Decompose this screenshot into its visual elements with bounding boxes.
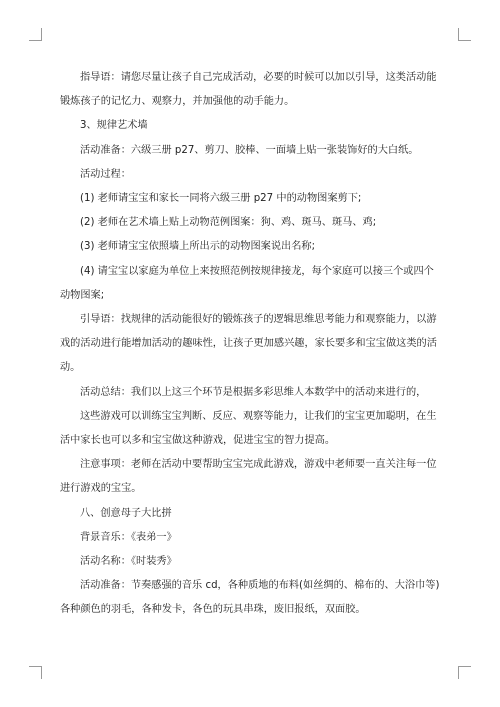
paragraph-guidance-2: 引导语：找规律的活动能很好的锻炼孩子的逻辑思维思考能力和观察能力，以游戏的活动进行能增加活动的趣味性，让孩子更加感兴趣，家长要多和宝宝做这类的活动。 xyxy=(60,314,437,374)
paragraph-summary: 活动总结：我们以上这三个环节是根据多彩思维人本数学中的活动来进行的， xyxy=(80,386,427,398)
paragraph-preparation-1: 活动准备：六级三册 p27、剪刀、胶棒、一面墙上贴一张装饰好的大白纸。 xyxy=(80,144,419,156)
list-item-step-4: (4) 请宝宝以家庭为单位上来按照范例按规律接龙，每个家庭可以接三个或四个动物图案; xyxy=(60,265,434,301)
paragraph-preparation-2: 活动准备：节奏感强的音乐 cd，各种质地的布料(如丝绸的、棉布的、大浴巾等)各种颜色的羽毛，各种发卡，各色的玩具串珠，废旧报纸，双面胶。 xyxy=(60,580,440,616)
crop-mark-top-right xyxy=(458,28,471,41)
paragraph-summary-continued: 这些游戏可以训练宝宝判断、反应、观察等能力，让我们的宝宝更加聪明，在生活中家长也可以多和宝宝做这种游戏，促进宝宝的智力提高。 xyxy=(60,410,437,447)
crop-mark-bottom-left xyxy=(29,666,42,679)
paragraph-background-music: 背景音乐：《表弟一》 xyxy=(80,531,177,543)
paragraph-guidance-1: 指导语：请您尽量让孩子自己完成活动，必要的时候可以加以引导，这类活动能锻炼孩子的记忆力、观察力，并加强他的动手能力。 xyxy=(60,72,437,108)
list-item-step-3: (3) 老师请宝宝依照墙上所出示的动物图案说出名称; xyxy=(80,241,316,253)
section-heading-pattern-art-wall: 3、规律艺术墙 xyxy=(80,120,148,132)
paragraph-process-label: 活动过程： xyxy=(80,168,131,180)
document-body xyxy=(60,66,442,623)
paragraph-notes: 注意事项：老师在活动中要帮助宝宝完成此游戏，游戏中老师要一直关注每一位进行游戏的宝宝。 xyxy=(60,459,437,495)
list-item-step-2: (2) 老师在艺术墙上贴上动物范例图案：狗、鸡、斑马、斑马、鸡; xyxy=(80,217,377,229)
section-heading-creative-contest: 八、创意母子大比拼 xyxy=(80,507,172,519)
paragraph-activity-name: 活动名称：《时装秀》 xyxy=(80,556,177,568)
list-item-step-1: (1) 老师请宝宝和家长一同将六级三册 p27 中的动物图案剪下; xyxy=(80,193,362,205)
crop-mark-bottom-right xyxy=(458,666,471,679)
crop-mark-top-left xyxy=(29,28,42,41)
